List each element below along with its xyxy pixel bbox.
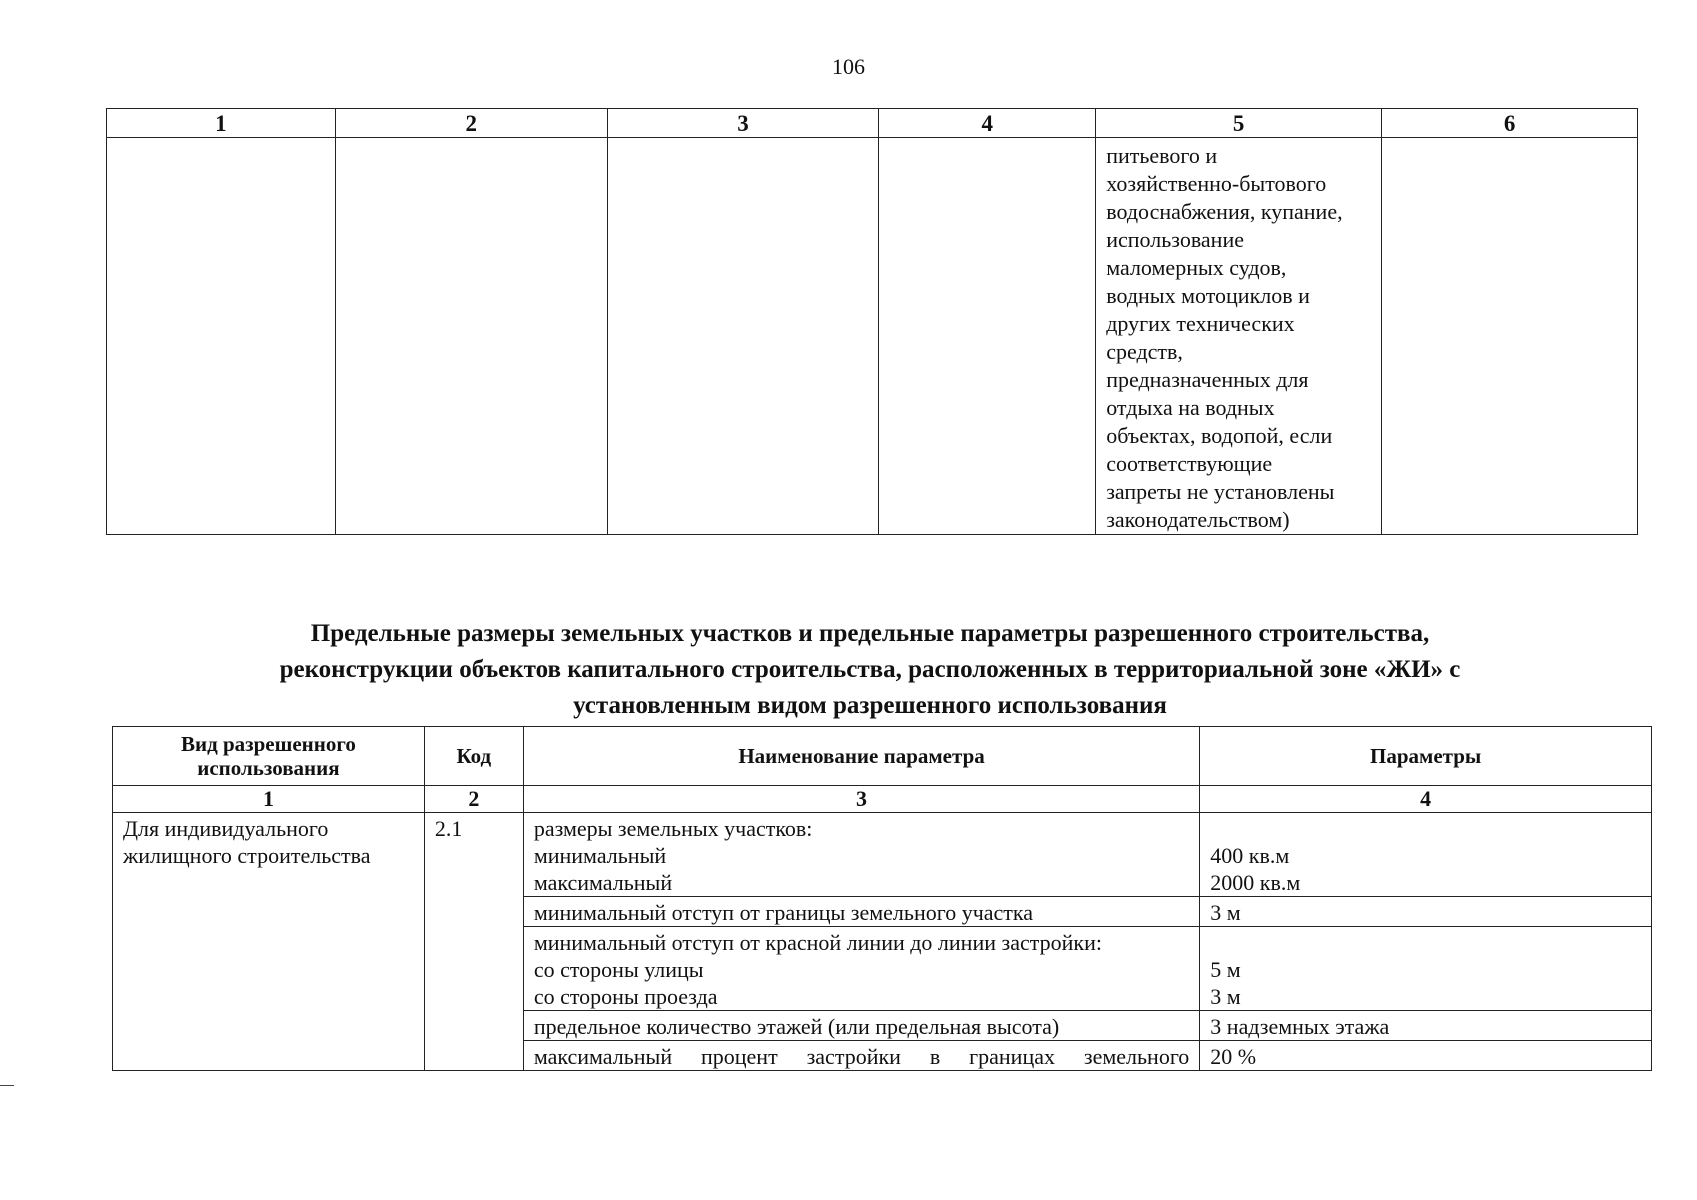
parameter-value: 3 м [1210,984,1241,1009]
empty-cell [1382,138,1638,535]
parameter-value-cell [1200,1011,1652,1041]
empty-cell [107,138,336,535]
section-heading [100,616,1640,724]
parameter-value: 20 % [1210,1044,1257,1069]
margin-mark [0,1085,14,1086]
header-code: Код [424,727,523,786]
code-cell: 2.1 [424,813,523,1071]
continuation-table-row [107,138,1638,535]
parameter-value [1210,929,1641,956]
parameter-name: максимальный процент застройки в границах земельного [533,1044,1190,1069]
restrictions-line: использование [1106,227,1244,252]
column-number: 5 [1096,109,1382,138]
restrictions-line: водоснабжения, купание, [1106,199,1343,224]
parameter-name-cell [523,927,1199,1011]
parameters-table-number-row [113,786,1652,813]
restrictions-line: соответствующие [1106,451,1273,476]
restrictions-line: отдыха на водных [1106,395,1275,420]
use-type-cell: Для индивидуального жилищного строительства [113,813,425,1071]
restrictions-line: предназначенных для [1106,367,1309,392]
heading-line: Предельные размеры земельных участков и предельные параметры разрешенного строительства, [310,620,1430,647]
parameter-value [1210,815,1641,842]
parameters-table-header-row [113,727,1652,786]
parameter-value: 400 кв.м [1210,843,1290,868]
heading-line: установленным видом разрешенного использования [573,692,1167,719]
header-parameters: Параметры [1200,727,1652,786]
column-number: 4 [879,109,1096,138]
parameter-name-cell [523,1041,1199,1071]
parameter-name: максимальный [533,870,673,895]
header-parameter-name: Наименование параметра [523,727,1199,786]
parameter-name: размеры земельных участков: [533,816,813,841]
empty-cell [607,138,879,535]
page-number: 106 [832,54,865,79]
header-use-type: Вид разрешенного использования [113,727,425,786]
parameter-name-cell [523,1011,1199,1041]
parameter-value: 5 м [1210,957,1241,982]
restrictions-line: питьевого и [1106,143,1218,168]
continuation-table-header-row [107,109,1638,138]
parameter-value-cell [1200,927,1652,1011]
table-row [113,813,1652,897]
parameter-value: 3 м [1210,900,1241,925]
restrictions-text [1096,138,1381,534]
restrictions-line: хозяйственно-бытового [1106,171,1327,196]
restrictions-cell [1096,138,1382,535]
parameter-value-cell [1200,813,1652,897]
parameter-name: минимальный отступ от красной линии до линии застройки: [533,930,1102,955]
parameters-table [112,726,1652,1071]
restrictions-line: других технических [1106,311,1295,336]
column-number: 3 [523,786,1199,813]
parameter-name-cell [523,897,1199,927]
column-number: 3 [607,109,879,138]
column-number: 2 [335,109,607,138]
continuation-table [106,108,1638,535]
parameter-value-cell [1200,1041,1652,1071]
column-number: 1 [107,109,336,138]
parameter-name: минимальный отступ от границы земельного участка [533,900,1034,925]
column-number: 4 [1200,786,1652,813]
restrictions-line: маломерных судов, [1106,255,1287,280]
column-number: 6 [1382,109,1638,138]
parameter-name: минимальный [533,843,667,868]
parameter-name: со стороны проезда [533,984,718,1009]
restrictions-line: запреты не установлены [1106,479,1335,504]
parameter-value-cell [1200,897,1652,927]
restrictions-line: объектах, водопой, если [1106,423,1333,448]
heading-line: реконструкции объектов капитального строительства, расположенных в территориальной зоне «ЖИ» с [279,656,1461,683]
empty-cell [335,138,607,535]
parameter-name: предельное количество этажей (или предельная высота) [533,1014,1060,1039]
parameter-name-cell [523,813,1199,897]
restrictions-line: водных мотоциклов и [1106,283,1310,308]
restrictions-line: средств, [1106,339,1183,364]
column-number: 2 [424,786,523,813]
parameter-value: 3 надземных этажа [1210,1014,1390,1039]
restrictions-line: законодательством) [1106,507,1290,532]
empty-cell [879,138,1096,535]
parameter-value: 2000 кв.м [1210,870,1301,895]
parameter-name: со стороны улицы [533,957,704,982]
column-number: 1 [113,786,425,813]
